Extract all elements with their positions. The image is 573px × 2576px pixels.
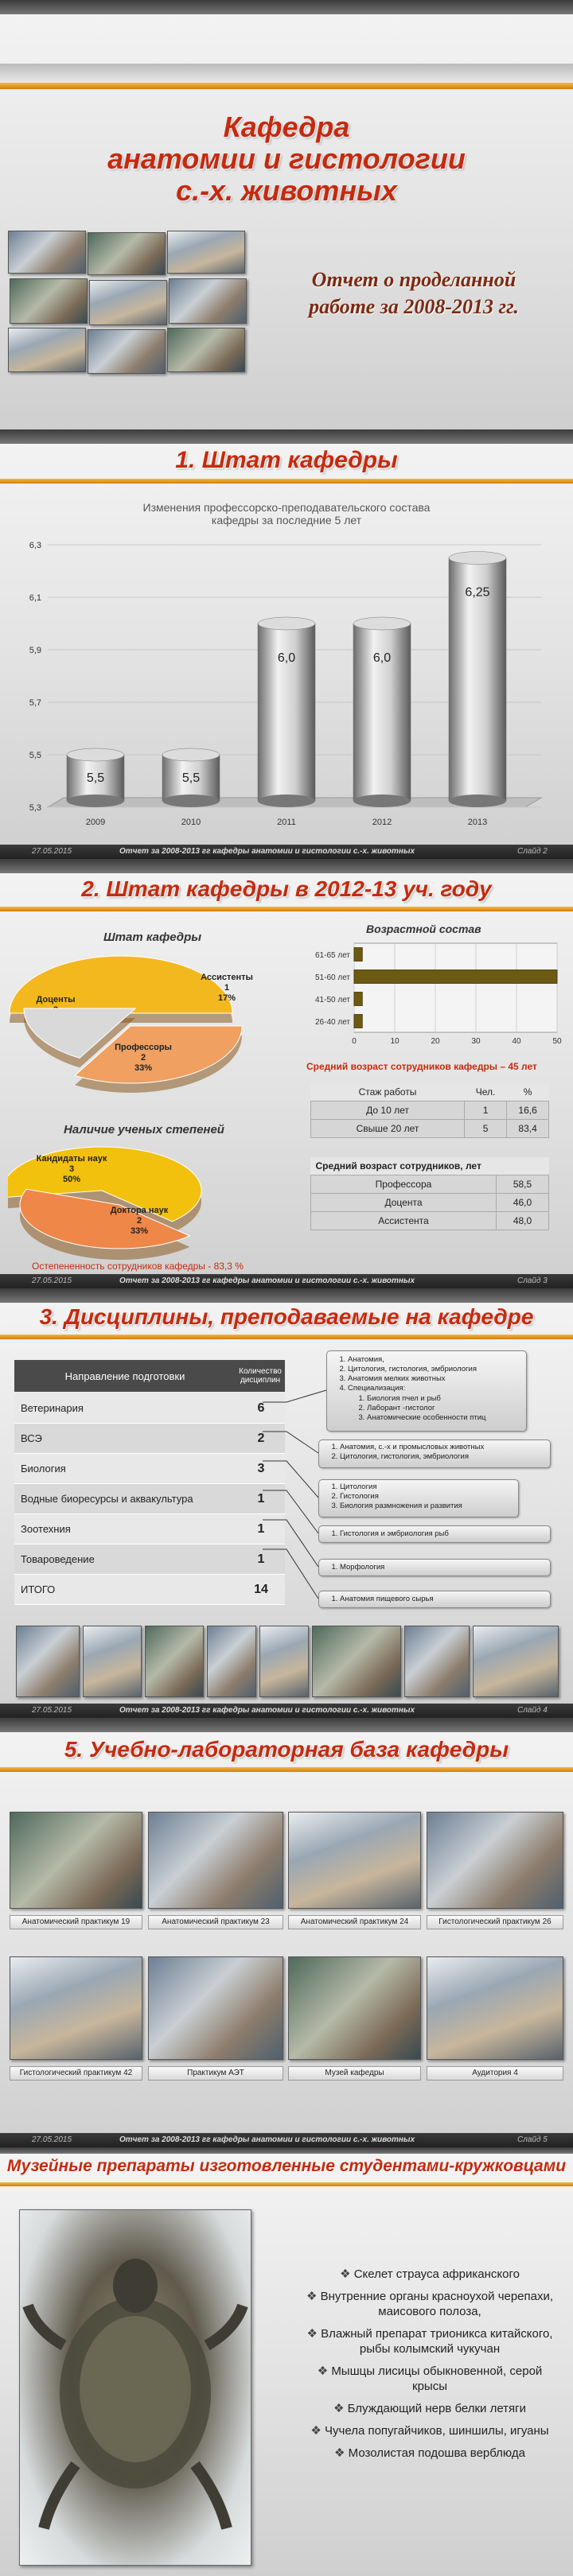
discipline-item: 3. Анатомия мелких животных (348, 1374, 526, 1384)
discipline-item: 1. Анатомия пищевого сырья (340, 1595, 550, 1604)
discipline-item: 1. Цитология (340, 1482, 518, 1492)
lab-photo (288, 1956, 421, 2060)
slide-staff-2012 (0, 859, 573, 1288)
discipline-item: 2. Цитология, гистология, эмбриология (340, 1452, 550, 1462)
bar-top (353, 617, 411, 630)
orange-stripe (0, 2182, 573, 2186)
x-tick-label: 30 (471, 1037, 481, 1046)
turtle-photo (19, 2209, 251, 2566)
lab-photo (148, 1812, 283, 1909)
discipline-item: 1. Гистология и эмбриология рыб (340, 1529, 550, 1539)
bar-base (67, 795, 124, 807)
degree-note: Остепененность сотрудников кафедры - 83,3 % (32, 1261, 244, 1272)
x-tick-label: 0 (352, 1037, 357, 1046)
bar-base (258, 795, 315, 807)
bullet-icon: ❖ (317, 2364, 332, 2378)
discipline-item: 1. Морфология (340, 1563, 550, 1572)
museum-item (302, 2267, 557, 2282)
museum-item (302, 2289, 557, 2319)
report-subtitle: Отчет о проделанной работе за 2008-2013 гг. (309, 268, 519, 318)
title-decor-bar (0, 64, 573, 83)
discipline-item: 2. Лаборант -гистолог (367, 1404, 526, 1413)
footer-date: 27.05.2015 (32, 1706, 72, 1715)
y-tick-label: 5,7 (29, 698, 41, 708)
lab-photo (10, 1812, 142, 1909)
lab-caption: Музей кафедры (288, 2066, 421, 2081)
degree-pie-chart (8, 1133, 294, 1269)
museum-item (302, 2401, 557, 2416)
slide-disciplines (0, 1288, 573, 1718)
connector (263, 1520, 318, 1567)
direction-name: Ветеринария (21, 1402, 84, 1414)
pie-slice (10, 956, 232, 1013)
discipline-item: 2. Гистология (340, 1492, 518, 1502)
class-photo (145, 1626, 204, 1697)
orange-stripe (0, 479, 573, 484)
collage-photo (167, 328, 245, 372)
pie-label: Ассистенты (201, 973, 253, 982)
footer-date: 27.05.2015 (32, 1276, 72, 1285)
page-title (0, 111, 573, 207)
pie-label: 17% (217, 993, 236, 1003)
pie-label: 3 (68, 1164, 75, 1174)
bar-top (162, 748, 220, 761)
lab-photo (148, 1956, 283, 2060)
header-count: Количество дисциплин (239, 1367, 282, 1385)
class-photo (473, 1626, 559, 1697)
x-tick-label: 10 (390, 1037, 400, 1046)
bar (354, 1015, 362, 1028)
slide-title (0, 0, 573, 429)
top-bar (0, 859, 573, 873)
bar (354, 970, 557, 984)
direction-name: ВСЭ (21, 1432, 42, 1444)
slide-heading: 1. Штат кафедры (175, 447, 398, 473)
discipline-item: 1. Биология пчел и рыб (367, 1394, 526, 1404)
footer-text: Отчет за 2008-2013 гг кафедры анатомии и гистологии с.-х. животных (119, 1276, 415, 1285)
y-tick-label: 61-65 лет (315, 951, 350, 961)
pie-label: Профессоры (115, 1043, 172, 1052)
collage-photo (169, 278, 247, 324)
lab-caption: Гистологический практикум 26 (427, 1915, 563, 1929)
y-tick-label: 6,1 (29, 593, 41, 603)
class-photo (259, 1626, 309, 1697)
pie-label: Доценты (36, 995, 76, 1004)
bullet-icon: ❖ (306, 2290, 321, 2303)
y-tick-label: 5,3 (29, 803, 41, 813)
footer-text: Отчет за 2008-2013 гг кафедры анатомии и гистологии с.-х. животных (119, 847, 415, 856)
data-label: 5,5 (181, 771, 201, 785)
direction-name: ИТОГО (21, 1583, 56, 1595)
top-bar (0, 0, 573, 14)
slide-heading: 3. Дисциплины, преподаваемые на кафедре (39, 1304, 534, 1329)
x-tick-label: 2010 (181, 818, 201, 827)
lab-caption: Анатомический практикум 24 (288, 1915, 421, 1929)
class-photo (16, 1626, 80, 1697)
y-tick-label: 26-40 лет (315, 1018, 350, 1028)
museum-item-text: Внутренние органы красноухой черепахи, маисового полоза, (320, 2290, 554, 2318)
bullet-icon: ❖ (306, 2327, 322, 2341)
museum-item (302, 2326, 557, 2356)
museum-item-text: Скелет страуса африканского (353, 2267, 520, 2281)
x-tick-label: 2011 (277, 818, 296, 827)
top-bar (0, 2147, 573, 2154)
collage-photo (88, 232, 166, 275)
degree-pie-title: Наличие ученых степеней (64, 1123, 224, 1136)
collage-photo (8, 328, 86, 372)
slide-staff (0, 429, 573, 859)
age-note: Средний возраст сотрудников кафедры – 45 лет (306, 1061, 537, 1072)
discipline-count: 2 (257, 1431, 265, 1445)
bullet-icon: ❖ (340, 2267, 354, 2281)
footer-text: Отчет за 2008-2013 гг кафедры анатомии и гистологии с.-х. животных (119, 2135, 415, 2144)
plot-area (354, 943, 557, 1032)
y-tick-label: 5,5 (29, 751, 41, 760)
staff-pie-title: Штат кафедры (103, 931, 202, 944)
work-experience-table: Стаж работы Чел. % До 10 лет 1 16,6 Свыше 20 лет 5 83,4 (310, 1083, 549, 1138)
museum-item (302, 2423, 557, 2438)
collage-photo (167, 231, 245, 274)
discipline-count: 1 (257, 1552, 265, 1566)
direction-name: Зоотехния (21, 1523, 71, 1535)
museum-item (302, 2446, 557, 2461)
top-bar (0, 429, 573, 444)
average-age-table: Средний возраст сотрудников, лет Профессора 58,5 Доцента 46,0 Ассистента 48,0 (310, 1157, 549, 1230)
slide-heading: 5. Учебно-лабораторная база кафедры (64, 1737, 509, 1762)
footer-slide-number: Слайд 5 (517, 2135, 548, 2144)
bar (354, 993, 362, 1006)
connector (263, 1461, 318, 1498)
x-tick-label: 50 (552, 1037, 562, 1046)
bullet-icon: ❖ (333, 2402, 348, 2415)
x-tick-label: 2013 (467, 818, 488, 827)
bullet-icon: ❖ (334, 2446, 349, 2460)
footer-date: 27.05.2015 (32, 847, 72, 856)
age-chart-title: Возрастной состав (366, 923, 481, 935)
pie-label: 33% (134, 1063, 153, 1073)
age-bar-chart (298, 937, 565, 1056)
museum-item (302, 2364, 557, 2394)
footer (0, 845, 573, 859)
discipline-item: 1. Анатомия, (348, 1355, 526, 1365)
footer (0, 2133, 573, 2147)
class-photo (83, 1626, 142, 1697)
museum-item-text: Чучела попугайчиков, шиншилы, игуаны (325, 2424, 549, 2438)
data-label: 6,0 (277, 651, 296, 665)
discipline-count: 1 (257, 1491, 265, 1506)
bar (353, 624, 411, 801)
bar-base (449, 795, 506, 807)
pie-label: Кандидаты наук (36, 1154, 107, 1164)
data-label: 6,0 (372, 651, 392, 665)
footer-text: Отчет за 2008-2013 гг кафедры анатомии и гистологии с.-х. животных (119, 1706, 415, 1715)
connector (263, 1490, 318, 1533)
discipline-item: 3. Биология размножения и развития (340, 1502, 518, 1511)
museum-item-text: Влажный препарат трионикса китайского, рыбы колымский чукучан (321, 2327, 553, 2356)
pie-label: Доктора наук (110, 1206, 169, 1215)
connector (263, 1432, 318, 1453)
class-photo (207, 1626, 256, 1697)
slide-heading: Музейные препараты изготовленные студентами-кружковцами (6, 2157, 567, 2175)
y-tick-label: 6,3 (29, 541, 41, 550)
x-tick-label: 40 (512, 1037, 521, 1046)
class-photo (404, 1626, 470, 1697)
y-tick-label: 41-50 лет (315, 996, 350, 1005)
bar-top (449, 552, 506, 565)
discipline-item: 3. Анатомические особенности птиц (367, 1413, 526, 1423)
discipline-count: 14 (254, 1582, 268, 1596)
top-bar (0, 1718, 573, 1732)
collage-photo (10, 278, 88, 324)
chart-title: Изменения профессорско-преподавательского состава кафедры за последние 5 лет (142, 501, 431, 526)
museum-item-text: Блуждающий нерв белки летяги (347, 2402, 527, 2415)
slide-museum (0, 2147, 573, 2576)
lab-photo (427, 1956, 563, 2060)
pie-label: 33% (130, 1226, 149, 1236)
bar-top (258, 617, 315, 630)
orange-stripe (0, 83, 573, 89)
x-tick-label: 20 (431, 1037, 440, 1046)
footer (0, 1274, 573, 1288)
collage-photo (89, 280, 167, 325)
lab-caption: Анатомический практикум 19 (10, 1915, 142, 1929)
direction-name: Товароведение (21, 1553, 95, 1565)
pie-label: 2 (136, 1216, 142, 1226)
turtle-specimen-icon (20, 2210, 251, 2565)
museum-item-text: Мышцы лисицы обыкновенной, серой крысы (331, 2364, 543, 2393)
museum-item-text: Мозолистая подошва верблюда (348, 2446, 525, 2460)
direction-name: Водные биоресурсы и аквакультура (21, 1493, 193, 1505)
collage-photo (8, 231, 86, 274)
museum-specimen-list (302, 2267, 557, 2468)
lab-photo (288, 1812, 421, 1909)
footer (0, 1704, 573, 1718)
lab-caption: Гистологический практикум 42 (10, 2066, 142, 2081)
pie-label: 50% (62, 1175, 81, 1184)
title-line-1: Кафедра (223, 111, 350, 143)
collage-photo (88, 329, 166, 374)
bar (354, 948, 362, 962)
x-tick-label: 2009 (85, 818, 106, 827)
connector (263, 1549, 318, 1599)
lab-caption: Практикум АЭТ (148, 2066, 283, 2081)
x-tick-label: 2012 (372, 818, 392, 827)
bar (258, 624, 315, 801)
bar-top (67, 748, 124, 761)
bullet-icon: ❖ (310, 2424, 325, 2438)
footer-date: 27.05.2015 (32, 2135, 72, 2144)
footer-slide-number: Слайд 3 (517, 1276, 548, 1285)
connector (263, 1390, 326, 1402)
lab-caption: Анатомический практикум 23 (148, 1915, 283, 1929)
orange-stripe (0, 907, 573, 911)
discipline-count: 1 (257, 1521, 265, 1536)
header-direction: Направление подготовки (64, 1370, 185, 1382)
discipline-item: 2. Цитология, гистология, эмбриология (348, 1365, 526, 1374)
bar-base (353, 795, 411, 807)
footer-slide-number: Слайд 4 (517, 1706, 548, 1715)
staff-pie-chart (8, 946, 294, 1105)
pie-label: 1 (224, 983, 230, 993)
bar-base (162, 795, 220, 807)
y-tick-label: 5,9 (29, 646, 41, 655)
discipline-item: 4. Специализация: (348, 1384, 526, 1393)
data-label: 5,5 (86, 771, 105, 785)
discipline-count: 3 (257, 1461, 265, 1475)
data-label: 6,25 (465, 585, 490, 600)
discipline-count: 6 (257, 1401, 265, 1415)
pie-label: 2 (140, 1053, 146, 1063)
staff-bar-chart (16, 533, 549, 851)
class-photo (312, 1626, 401, 1697)
y-tick-label: 51-60 лет (315, 973, 350, 983)
lab-photo (10, 1956, 142, 2060)
direction-name: Биология (21, 1463, 66, 1474)
orange-stripe (0, 1767, 573, 1772)
lab-photo (427, 1812, 563, 1909)
title-line-3: с.-х. животных (176, 174, 397, 207)
discipline-item: 1. Анатомия, с.-х и промысловых животных (340, 1443, 550, 1452)
title-line-2: анатомии и гистологии (107, 142, 466, 175)
slide-lab-base (0, 1718, 573, 2147)
footer-slide-number: Слайд 2 (517, 847, 548, 856)
lab-caption: Аудитория 4 (427, 2066, 563, 2081)
slide-heading: 2. Штат кафедры в 2012-13 уч. году (81, 876, 492, 901)
